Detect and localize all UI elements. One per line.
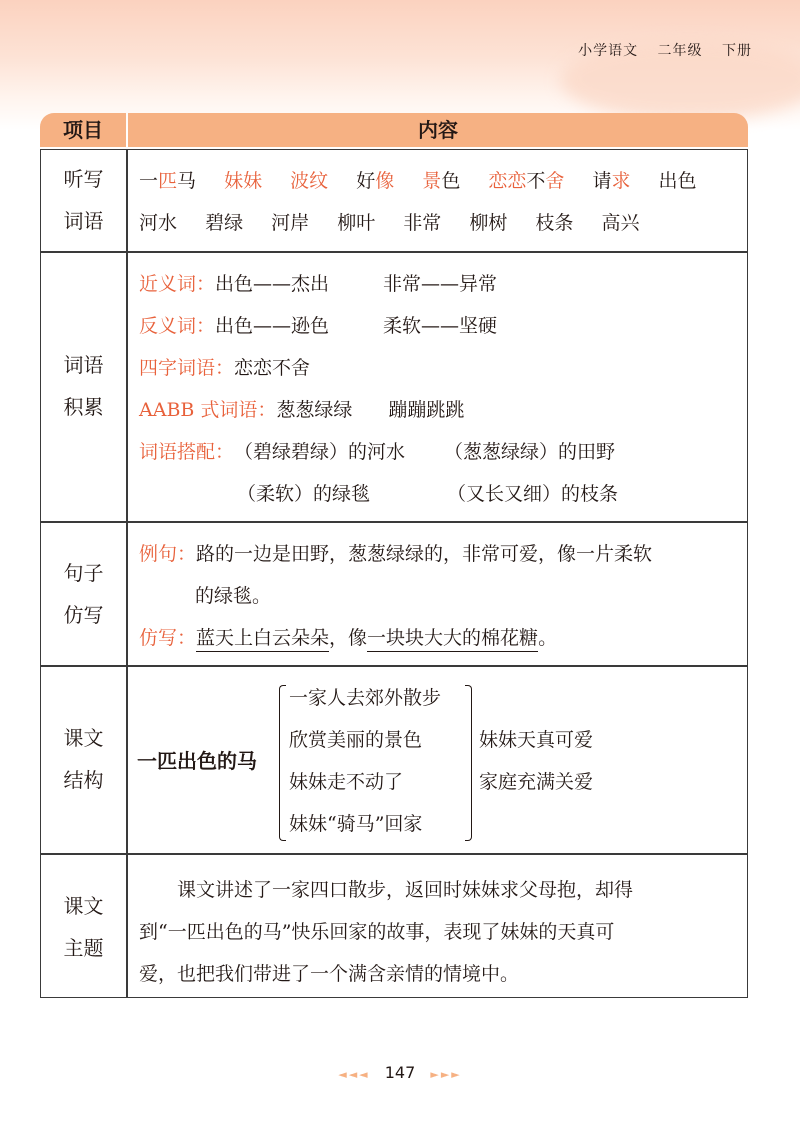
right-brace	[465, 685, 472, 841]
theme-line-2: 到“一匹出色的马”快乐回家的故事，表现了妹妹的天真可	[139, 921, 615, 943]
theme-line-3: 爱，也把我们带进了一个满含亲情的情境中。	[139, 963, 520, 985]
row-label-vocab: 词语 积累	[63, 353, 104, 419]
word-gaoxing: 高兴	[601, 212, 640, 234]
structure-conclusion: 妹妹天真可爱	[479, 729, 594, 751]
word-yipima: 一匹马	[139, 170, 197, 192]
word-chuse: 出色	[658, 170, 697, 192]
collocation-line-2: （柔软）的绿毯 （又长又细）的枝条	[237, 483, 619, 505]
row-divider	[41, 665, 747, 667]
left-brace	[279, 685, 286, 841]
row-label-dictation: 听写 词语	[63, 167, 104, 233]
word-bowen: 波纹	[290, 170, 329, 192]
dictation-line-2	[139, 208, 661, 235]
word-lianlianbushe: 恋恋不舍	[488, 170, 565, 192]
column-divider	[126, 150, 128, 997]
word-liuye: 柳叶	[337, 212, 376, 234]
word-zhitiao: 枝条	[535, 212, 574, 234]
word-qingqiu: 请求	[592, 170, 631, 192]
word-hean: 河岸	[271, 212, 310, 234]
dictation-line-1	[139, 166, 719, 193]
word-liushu: 柳树	[469, 212, 508, 234]
row-divider	[41, 521, 747, 523]
synonym-line: 近义词：出色——杰出 非常——异常	[139, 273, 498, 295]
row-divider	[41, 853, 747, 855]
structure-item: 妹妹走不动了	[289, 771, 404, 793]
header-volume: 下册	[722, 43, 752, 59]
structure-item: 一家人去郊外散步	[289, 687, 442, 709]
structure-item: 妹妹“骑马”回家	[289, 813, 423, 835]
four-char-line: 四字词语：恋恋不舍	[139, 357, 311, 379]
page-header	[564, 40, 752, 60]
antonym-line: 反义词：出色——逊色 柔软——坚硬	[139, 315, 498, 337]
aabb-line: AABB 式词语：葱葱绿绿 蹦蹦跳跳	[139, 399, 465, 421]
theme-line-1: 课文讲述了一家四口散步，返回时妹妹求父母抱，却得	[177, 879, 634, 901]
structure-title: 一匹出色的马	[137, 749, 257, 773]
header-subject: 小学语文	[578, 43, 639, 59]
summary-table	[40, 149, 748, 998]
structure-conclusion: 家庭充满关爱	[479, 771, 594, 793]
column-header-item: 项目	[40, 113, 126, 147]
word-jingse: 景色	[422, 170, 461, 192]
row-divider	[41, 251, 747, 253]
row-label-imitation: 句子 仿写	[63, 561, 104, 627]
word-bilv: 碧绿	[205, 212, 244, 234]
row-label-structure: 课文 结构	[63, 726, 104, 792]
page-footer	[0, 1063, 800, 1082]
header-grade: 二年级	[657, 43, 703, 59]
word-meimei: 妹妹	[224, 170, 263, 192]
left-arrows-icon: ◄◄◄	[338, 1068, 370, 1081]
row-label-theme: 课文 主题	[63, 894, 104, 960]
right-arrows-icon: ►►►	[430, 1068, 462, 1081]
column-header-content: 内容	[128, 113, 748, 147]
word-heshui: 河水	[139, 212, 178, 234]
word-feichang: 非常	[403, 212, 442, 234]
collocation-line-1: 词语搭配：（碧绿碧绿）的河水 （葱葱绿绿）的田野	[139, 441, 616, 463]
word-haoxiang: 好像	[356, 170, 395, 192]
imitate-line: 仿写：蓝天上白云朵朵，像一块块大大的棉花糖。	[139, 623, 557, 650]
example-line-2: 的绿毯。	[195, 585, 272, 607]
page-number: 147	[384, 1063, 416, 1082]
example-line-1: 例句：路的一边是田野，葱葱绿绿的，非常可爱，像一片柔软	[139, 543, 653, 565]
structure-item: 欣赏美丽的景色	[289, 729, 423, 751]
